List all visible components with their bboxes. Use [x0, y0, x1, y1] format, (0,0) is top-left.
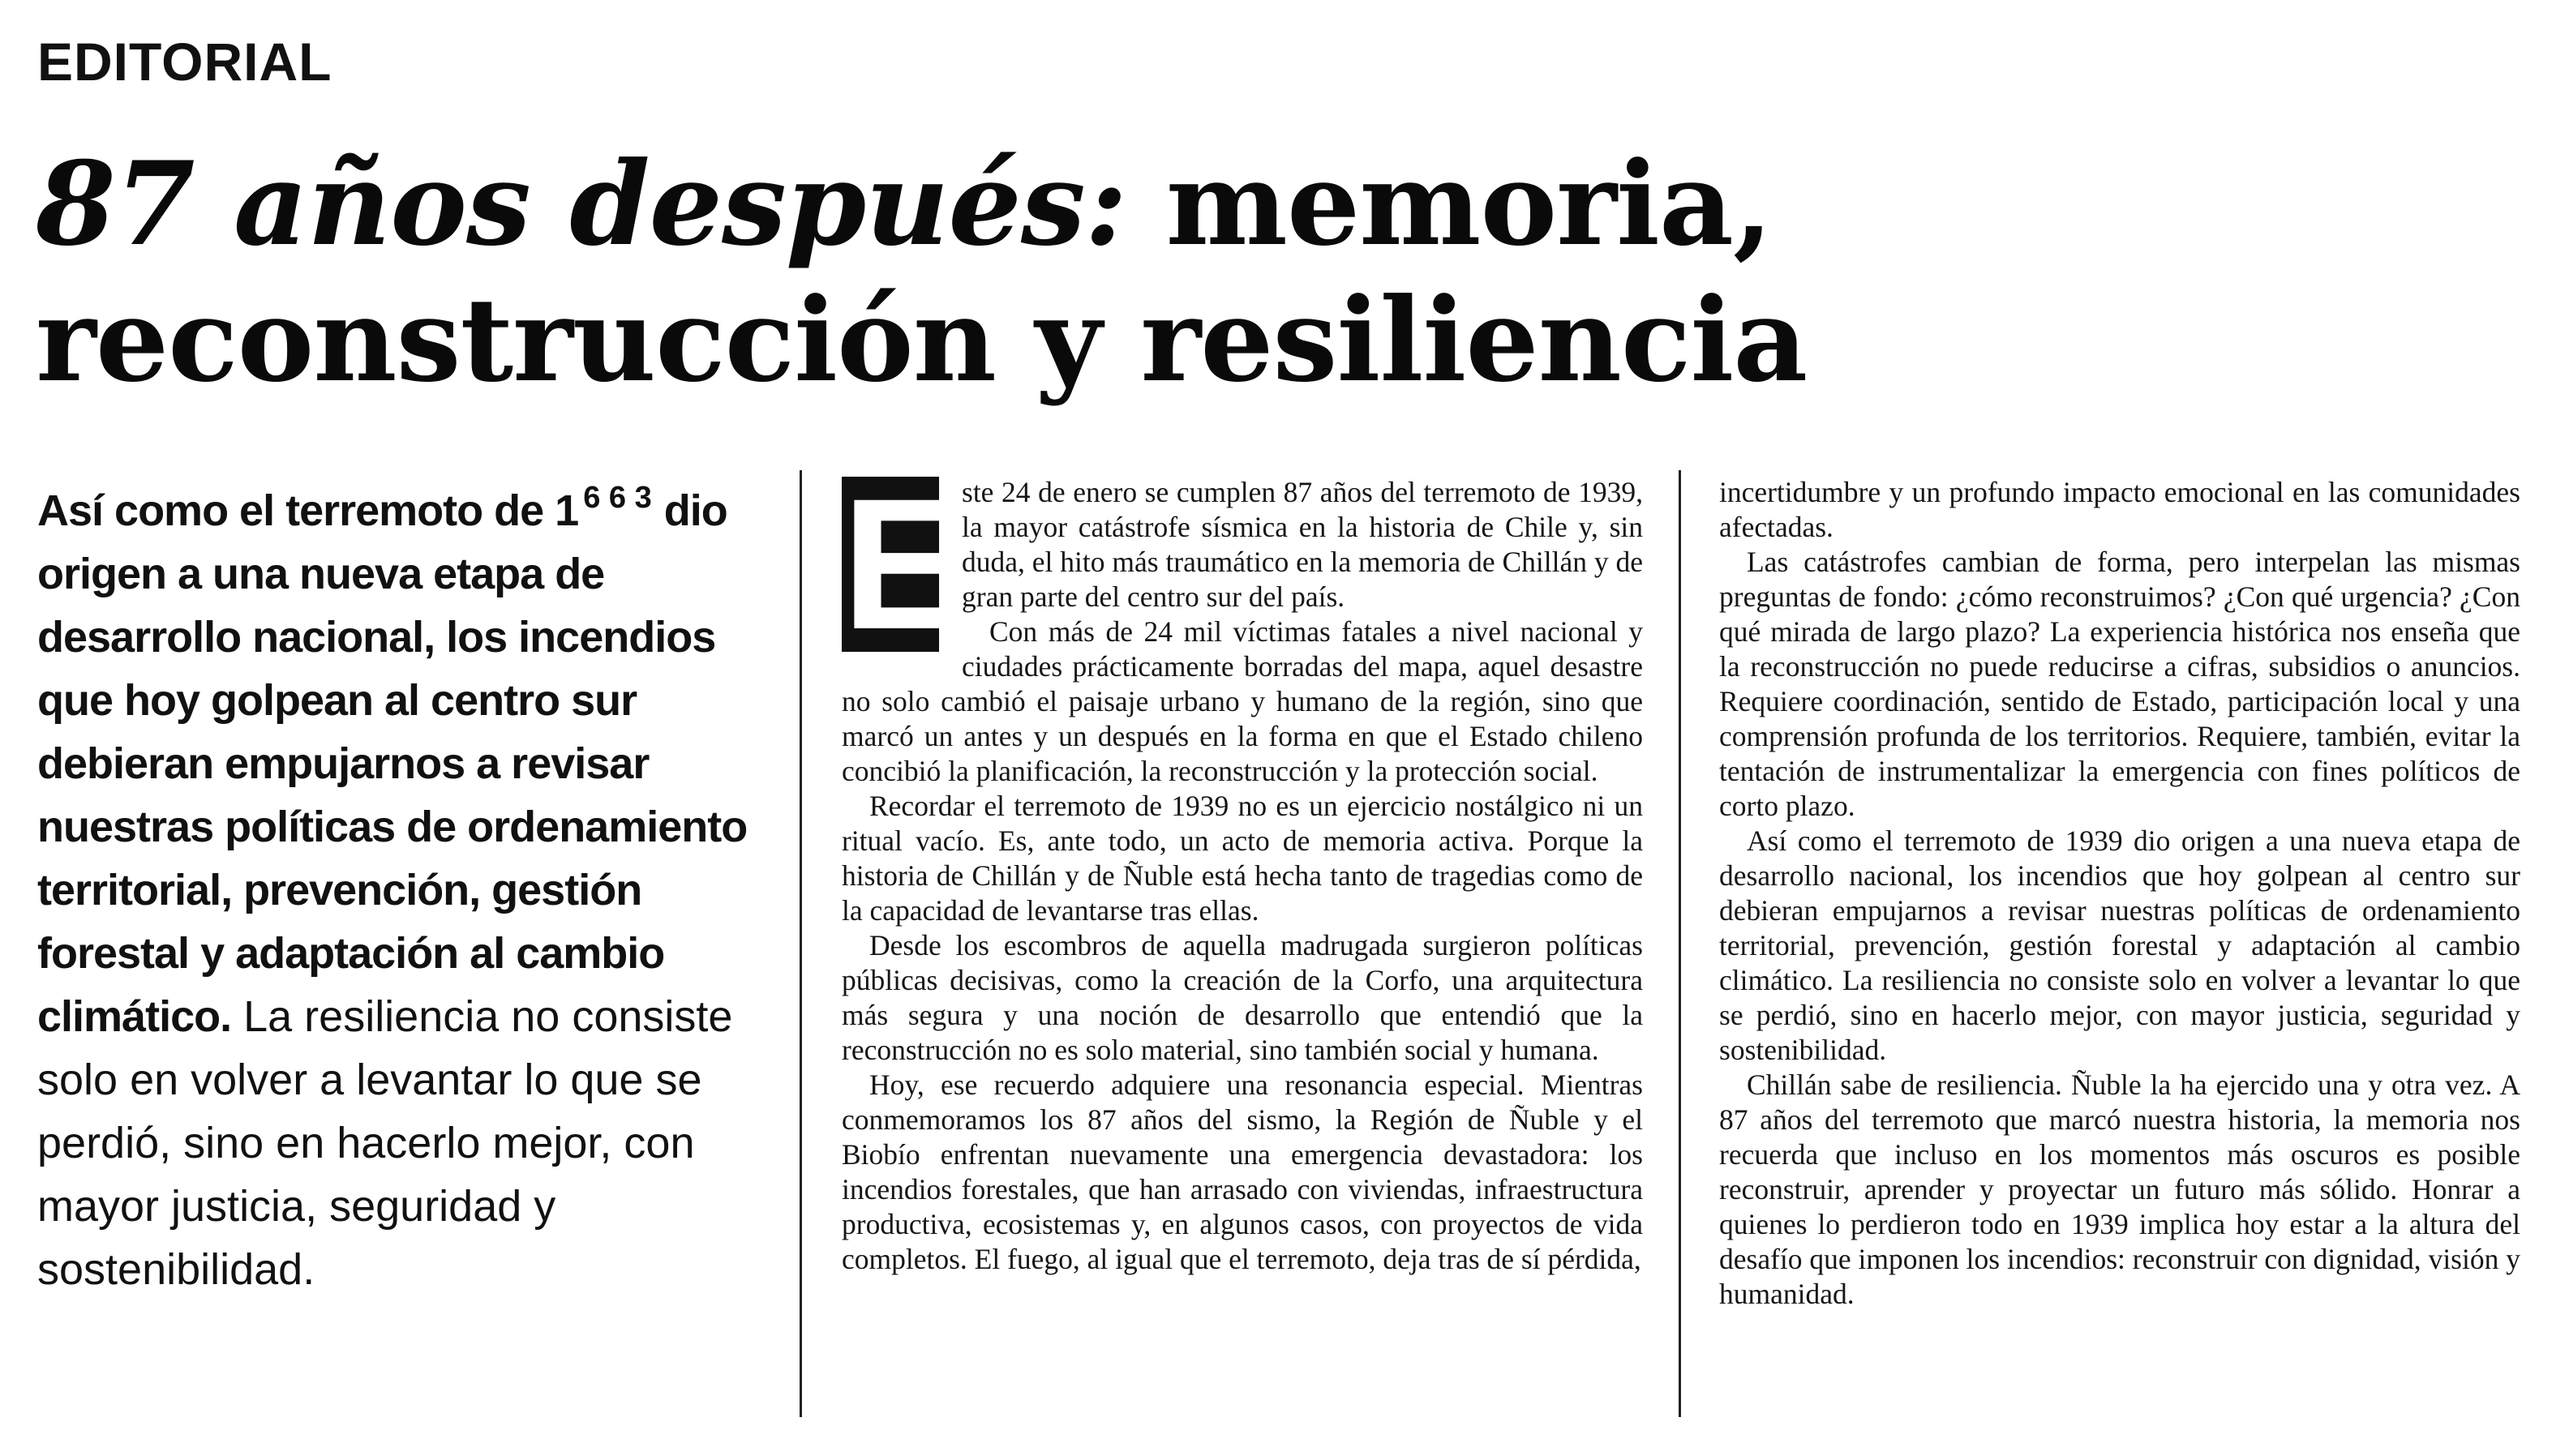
- lede-strong-cont: dio origen a una nueva etapa de desarrollo nacional, los incendios que hoy golpean al centro sur debieran empujarnos a revisar nuestras políticas de ordenamiento territorial, prevención, gestión forestal y adaptación al cambio climático.: [37, 486, 748, 1041]
- lede-pullquote: [37, 466, 767, 1301]
- lede-marks: 6 6 3: [583, 481, 652, 515]
- body-paragraph: Desde los escombros de aquella madrugada surgieron políticas públicas decisivas, como la creación de la Corfo, una arquitectura más segura y una noción de desarrollo que entendió que la reconstrucción no es solo material, sino también social y humana.: [842, 929, 1643, 1066]
- lede-strong-start: Así como el terremoto de 1: [37, 486, 579, 535]
- body-paragraph: Así como el terremoto de 1939 dio origen a una nueva etapa de desarrollo nacional, los incendios que hoy golpean al centro sur debieran empujarnos a revisar nuestras políticas de ordenamiento territorial, prevención, gestión forestal y adaptación al cambio climático. La resiliencia no consiste solo en volver a levantar lo que se perdió, sino en hacerlo mejor, con mayor justicia, seguridad y sostenibilidad.: [1719, 824, 2520, 1066]
- body-paragraph: incertidumbre y un profundo impacto emocional en las comunidades afectadas.: [1719, 476, 2520, 543]
- headline-line2: reconstrucción y resiliencia: [36, 273, 1808, 408]
- headline-rest: memoria,: [1126, 137, 1773, 272]
- headline: [36, 136, 2533, 409]
- body-column-2: [1719, 475, 2520, 1312]
- drop-cap: E: [842, 460, 967, 668]
- column-rule-2: [1679, 470, 1681, 1417]
- body-paragraph: Recordar el terremoto de 1939 no es un ejercicio nostálgico ni un ritual vacío. Es, ante todo, un acto de memoria activa. Porque la historia de Chillán y de Ñuble está hecha tanto de tragedias como de la capacidad de levantarse tras ellas.: [842, 790, 1643, 927]
- body-column-1: [842, 460, 1643, 1277]
- headline-italic: 87 años después:: [36, 137, 1127, 272]
- body-paragraph: ste 24 de enero se cumplen 87 años del terremoto de 1939, la mayor catástrofe sísmica en la historia de Chile y, sin duda, el hito más traumático en la memoria de Chillán y de gran parte del centro sur del país.: [962, 476, 1643, 613]
- body-paragraph: Con más de 24 mil víctimas fatales a nivel nacional y ciudades prácticamente borradas del mapa, aquel desastre no solo cambió el paisaje urbano y humano de la región, sino que marcó un antes y un después en la forma en que el Estado chileno concibió la planificación, la reconstrucción y la protección social.: [842, 615, 1643, 787]
- body-paragraph: Hoy, ese recuerdo adquiere una resonancia especial. Mientras conmemoramos los 87 años del sismo, la Región de Ñuble y el Biobío enfrentan nuevamente una emergencia devastadora: los incendios forestales, que han arrasado con viviendas, infraestructura productiva, ecosistemas y, en algunos casos, con proyectos de vida completos. El fuego, al igual que el terremoto, deja tras de sí pérdida,: [842, 1068, 1643, 1275]
- column-rule-1: [800, 470, 802, 1417]
- section-label: EDITORIAL: [37, 32, 332, 92]
- lede-soft: La resiliencia no consiste solo en volver a levantar lo que se perdió, sino en hacerlo mejor, con mayor justicia, seguridad y sostenibilidad.: [37, 992, 733, 1294]
- body-paragraph: Las catástrofes cambian de forma, pero interpelan las mismas preguntas de fondo: ¿cómo reconstruimos? ¿Con qué urgencia? ¿Con qué mirada de largo plazo? La experiencia histórica nos enseña que la reconstrucción no puede reducirse a cifras, subsidios o anuncios. Requiere coordinación, sentido de Estado, participación local y una comprensión profunda de los territorios. Requiere, también, evitar la tentación de instrumentalizar la emergencia con fines políticos de corto plazo.: [1719, 546, 2520, 822]
- body-paragraph: Chillán sabe de resiliencia. Ñuble la ha ejercido una y otra vez. A 87 años del terremoto que marcó nuestra historia, la memoria nos recuerda que incluso en los momentos más oscuros es posible reconstruir, aprender y proyectar un futuro más sólido. Honrar a quienes lo perdieron todo en 1939 implica hoy estar a la altura del desafío que imponen los incendios: reconstruir con dignidad, visión y humanidad.: [1719, 1068, 2520, 1310]
